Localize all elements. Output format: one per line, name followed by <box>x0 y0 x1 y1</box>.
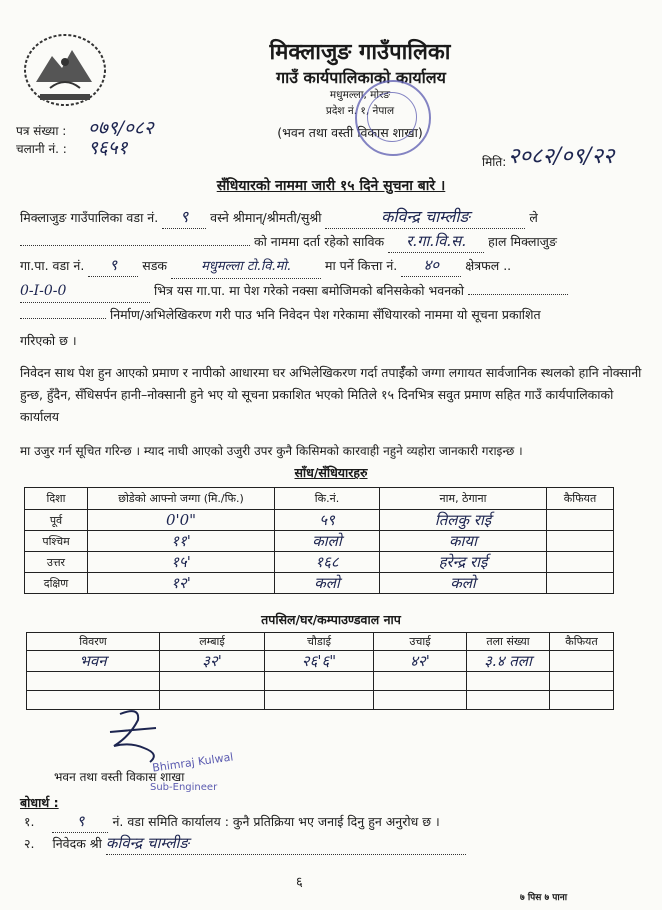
kitta-cell: कलो <box>275 573 380 594</box>
remark-cell <box>547 573 614 594</box>
detail-cell <box>467 691 550 710</box>
branch-sign-line: भवन तथा वस्ती विकास शाखा <box>54 770 185 784</box>
print-note: ७ पिस ७ पाना <box>520 893 568 903</box>
details-header: चौडाई <box>265 633 374 651</box>
neighbor-cell: कलो <box>380 573 547 594</box>
detail-cell <box>550 691 614 710</box>
body-line-5: निर्माण/अभिलेखिकरण गरी पाउ भनि निवेदन पेश गरेकामा सँधियारको नाममा यो सूचना प्रकाशित <box>20 304 648 326</box>
body-line-3: गा.पा. वडा नं. ९ सडक मधुमल्ला टो.वि.मो. मा पर्ने कित्ता नं. ४० क्षेत्रफल .. <box>20 254 648 279</box>
table-row <box>25 552 614 573</box>
detail-cell <box>374 672 467 691</box>
office-name: गाउँ कार्यपालिकाको कार्यालय <box>276 68 446 87</box>
details-header: उचाई <box>374 633 467 651</box>
stamp-name: Bhimraj Kulwal <box>151 750 235 775</box>
detail-cell: ४२' <box>374 651 467 672</box>
detail-cell <box>265 691 374 710</box>
details-title: तपसिल/घर/कम्पाउण्डवाल नाप <box>261 612 401 627</box>
direction-cell: पूर्व <box>25 510 88 531</box>
province-line: प्रदेश नं. १, नेपाल <box>325 105 395 117</box>
details-header: तला संख्या <box>467 633 550 651</box>
nepal-emblem-logo <box>22 32 108 108</box>
detail-cell <box>550 651 614 672</box>
subject-line: सँधियारको नाममा जारी १५ दिने सुचना बारे । <box>216 178 446 194</box>
details-header: विवरण <box>27 633 160 651</box>
chalani-label: चलानी नं. : <box>16 142 67 156</box>
remark-cell <box>547 531 614 552</box>
detail-cell <box>265 672 374 691</box>
body-line-4: 0-I-0-0 भित्र यस गा.पा. मा पेश गरेको नक्सा बमोजिमको बनिसकेको भवनको <box>20 280 648 303</box>
detail-cell <box>550 672 614 691</box>
setback-cell: ११' <box>88 531 275 552</box>
details-header: कैफियत <box>550 633 614 651</box>
branch-name: (भवन तथा वस्ती विकास शाखा) <box>277 125 423 140</box>
direction-cell: उत्तर <box>25 552 88 573</box>
boundary-header: कि.नं. <box>275 488 380 510</box>
detail-cell: ३२' <box>160 651 265 672</box>
patra-value: ०७९/०८२ <box>88 117 154 139</box>
detail-cell: २६'६" <box>265 651 374 672</box>
remark-cell <box>547 552 614 573</box>
boundary-header: नाम, ठेगाना <box>380 488 547 510</box>
office-stamp-seal <box>355 80 431 156</box>
boundary-table <box>24 487 614 594</box>
chalani-value: ९६५१ <box>88 137 128 159</box>
footer-item-2: २. निवेदक श्री कविन्द्र चाम्लीङ <box>24 832 466 855</box>
neighbor-cell: तिलकु राई <box>380 510 547 531</box>
address-line: मधुमल्ला, मोरङ <box>329 89 391 101</box>
detail-cell <box>160 691 265 710</box>
boundary-header: कैफियत <box>547 488 614 510</box>
table-row <box>25 531 614 552</box>
body-paragraph-3: मा उजुर गर्न सूचित गरिन्छ । म्याद नाघी आएको उजुरी उपर कुनै किसिमको कारवाही नहुने व्यहोरा जानकारी गराइन्छ । <box>20 444 523 458</box>
bodharth-label: बोधार्थ : <box>20 795 59 810</box>
neighbor-cell: हरेन्द्र राई <box>380 552 547 573</box>
kitta-cell: १६८ <box>275 552 380 573</box>
body-line-1: मिक्लाजुङ गाउँपालिका वडा नं. ९ वस्ने श्रीमान्/श्रीमती/सुश्री कविन्द्र चाम्लीङ ले <box>20 206 648 229</box>
boundary-title: साँध/सँधियारहरु <box>294 465 368 480</box>
detail-cell <box>374 691 467 710</box>
date-value: २०८२/०९/२२ <box>508 144 615 169</box>
remark-cell <box>547 510 614 531</box>
detail-cell: भवन <box>27 651 160 672</box>
table-row <box>27 672 614 691</box>
patra-label: पत्र संख्या : <box>16 124 67 138</box>
kitta-cell: ५९ <box>275 510 380 531</box>
body-line-6: गरिएको छ । <box>20 333 77 348</box>
neighbor-cell: काया <box>380 531 547 552</box>
detail-cell: ३.४ तला <box>467 651 550 672</box>
date-label: मिति: <box>482 155 507 169</box>
setback-cell: १२' <box>88 573 275 594</box>
direction-cell: दक्षिण <box>25 573 88 594</box>
table-row <box>25 573 614 594</box>
table-row <box>25 510 614 531</box>
body-paragraph-2: निवेदन साथ पेश हुन आएको प्रमाण र नापीको आधारमा घर अभिलेखिकरण गर्दा तपाईँको जग्गा लगायत सार्वजानिक स्थलको हानि नोक्सानी हुन्छ, हुँदैन, सँधिसर्पन हानी–नोक्सानी हुने भए यो सूचना प्रकाशित भएको मितिले १५ दिनभित्र सवुत प्रमाण सहित गाउँ कार्यपालिकाको कार्यालय <box>20 365 642 424</box>
detail-cell <box>467 672 550 691</box>
body-line-2: को नाममा दर्ता रहेको साविक र.गा.वि.स. हाल मिक्लाजुङ <box>20 230 648 253</box>
footer-item-1: १. ९ नं. वडा समिति कार्यालय : कुनै प्रतिक्रिया भए जनाई दिनु हुन अनुरोध छ । <box>24 810 440 833</box>
setback-cell: १५' <box>88 552 275 573</box>
direction-cell: पश्चिम <box>25 531 88 552</box>
detail-cell <box>160 672 265 691</box>
table-row <box>27 651 614 672</box>
org-name: मिक्लाजुङ गाउँपालिका <box>269 40 451 65</box>
details-table <box>26 632 614 710</box>
boundary-header: दिशा <box>25 488 88 510</box>
details-header: लम्बाई <box>160 633 265 651</box>
stamp-title: Sub-Engineer <box>150 782 218 793</box>
setback-cell: 0'0" <box>88 510 275 531</box>
page-number: ६ <box>296 875 303 890</box>
boundary-header: छोडेको आफ्नो जग्गा (मि./फि.) <box>88 488 275 510</box>
detail-cell <box>27 672 160 691</box>
kitta-cell: कालो <box>275 531 380 552</box>
